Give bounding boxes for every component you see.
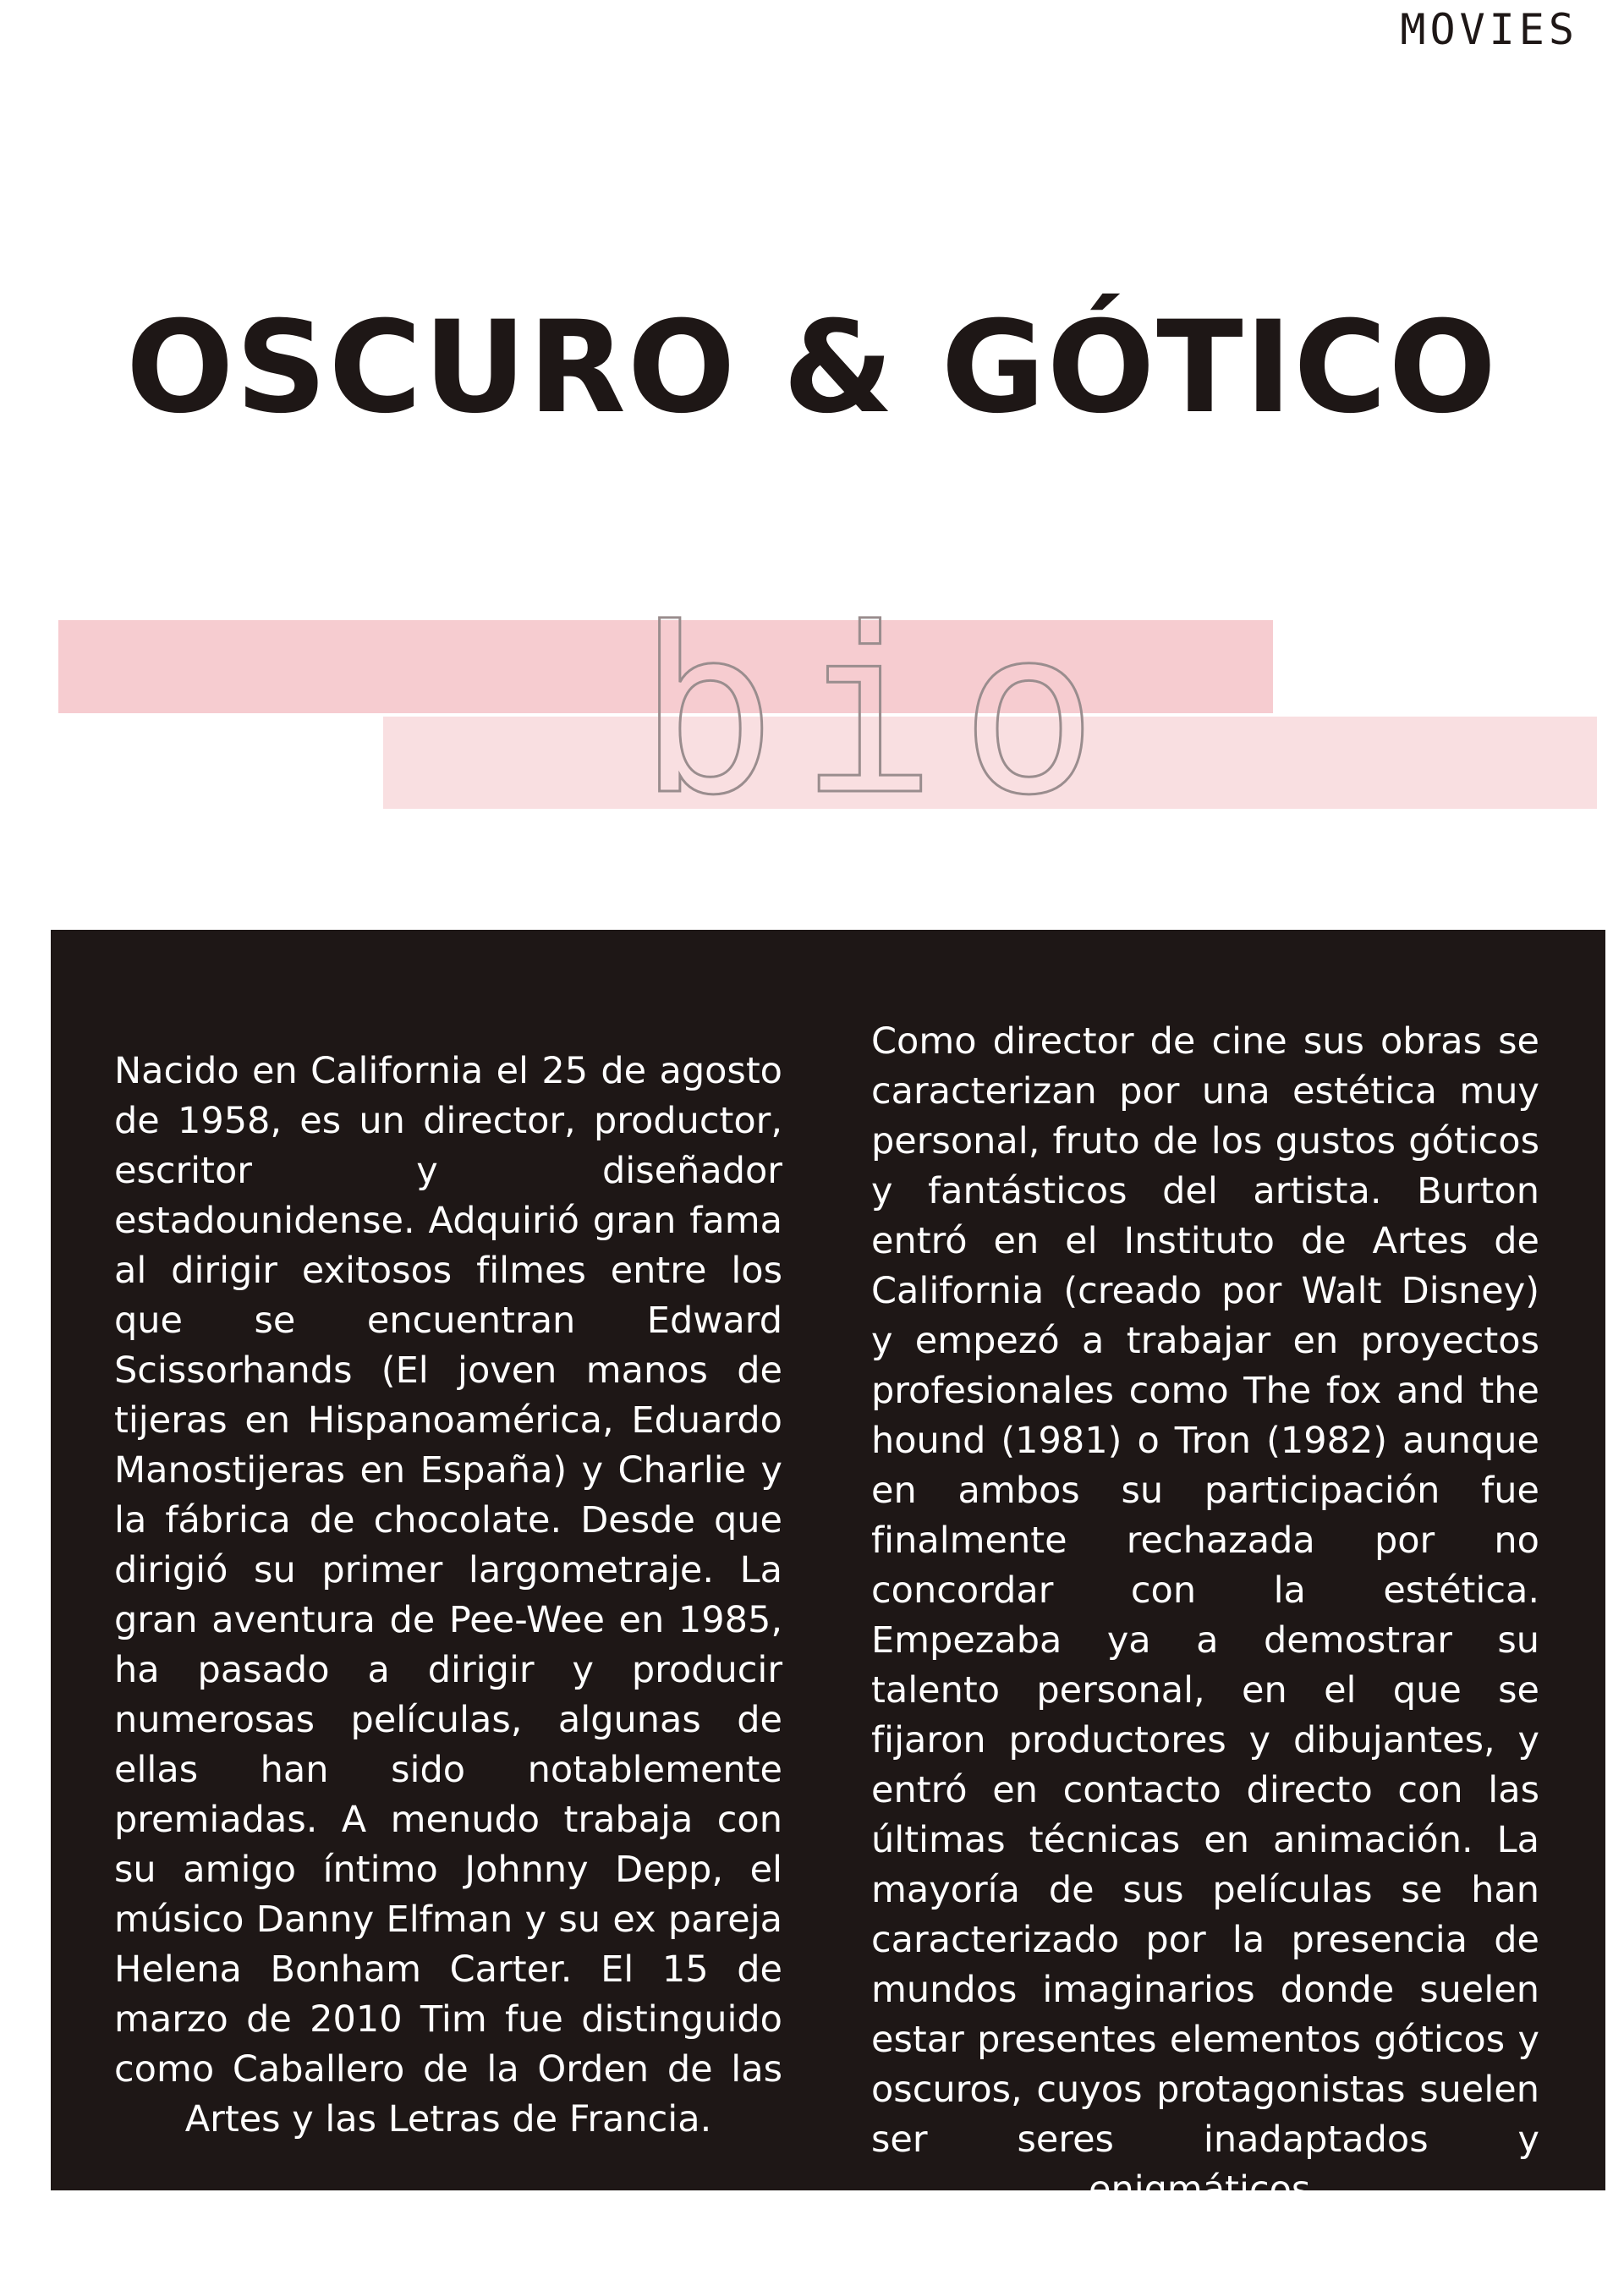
section-label: MOVIES [1400,5,1578,54]
page-title: OSCURO & GÓTICO [125,294,1499,442]
bio-panel [51,930,1605,2211]
bio-text-right-column: Como director de cine sus obras se caracterizan por una estética muy personal, fruto de los gustos góticos y fantásticos del artista. Burton entró en el Instituto de Artes de California (creado por Walt Disney) y empezó a trabajar en proyectos profesionales como The fox and the hound (1981) o Tron (1982) aunque en ambos su participación fue finalmente rechazada por no concordar con la estética. Empezaba ya a demostrar su talento personal, en el que se fijaron productores y dibujantes, y entró en contacto directo con las últimas técnicas en animación. La mayoría de sus películas se han caracterizado por la presencia de mundos imaginarios donde suelen estar presentes elementos góticos y oscuros, cuyos protagonistas suelen ser seres inadaptados y enigmáticos. [871,1020,1539,2211]
bio-text-left-column: Nacido en California el 25 de agosto de 1958, es un director, productor, escritor y diseñador estadounidense. Adquirió gran fama al dirigir exitosos filmes entre los que se encuentran Edward Scissorhands (El joven manos de tijeras en Hispanoamérica, Eduardo Manostijeras en España) y Charlie y la fábrica de chocolate. Desde que dirigió su primer largometraje. La gran aventura de Pee-Wee en 1985, ha pasado a dirigir y producir numerosas películas, algunas de ellas han sido notablemente premiadas. A menudo trabaja con su amigo íntimo Johnny Depp, el músico Danny Elfman y su ex pareja Helena Bonham Carter. El 15 de marzo de 2010 Tim fue distinguido como Caballero de la Orden de las Artes y las Letras de Francia. [114,1050,782,2140]
bio-heading: bio [638,579,1122,845]
